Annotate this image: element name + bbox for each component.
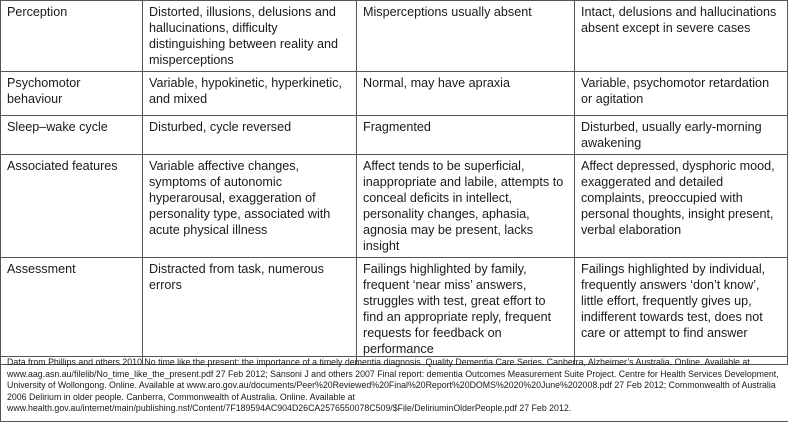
delirium-text: Variable affective changes, symptoms of autonomic hyperarousal, exaggeration of personality type, associated with acute physical illness [149,159,331,237]
depression-text: Disturbed, usually early-morning awakening [581,120,762,150]
feature-cell [1,258,143,365]
table-row [1,1,788,72]
dementia-cell [357,72,575,116]
table-row [1,116,788,155]
table-row [1,72,788,116]
delirium-text: Variable, hypokinetic, hyperkinetic, and mixed [149,76,342,106]
depression-text: Intact, delusions and hallucinations absent except in severe cases [581,5,777,35]
dementia-text: Fragmented [363,120,431,134]
feature-label: Associated features [7,159,118,173]
depression-cell [575,116,788,155]
delirium-cell [143,155,357,258]
depression-cell [575,155,788,258]
dementia-text: Normal, may have apraxia [363,76,510,90]
feature-cell [1,155,143,258]
delirium-text: Distracted from task, numerous errors [149,262,324,292]
depression-cell [575,1,788,72]
feature-label: Psychomotor behaviour [7,76,81,106]
dementia-text: Misperceptions usually absent [363,5,532,19]
dementia-cell [357,155,575,258]
feature-cell [1,116,143,155]
feature-cell [1,72,143,116]
dementia-cell [357,116,575,155]
feature-label: Assessment [7,262,76,276]
dementia-cell [357,258,575,365]
dementia-text: Failings highlighted by family, frequent ‘near miss’ answers, struggles with test, great effort to find an appropriate reply, frequent requests for feedback on performance [363,262,552,356]
dementia-text: Affect tends to be superficial, inappropriate and labile, attempts to conceal deficits in intellect, personality changes, aphasia, agnosia may be present, lacks insight [363,159,564,253]
depression-text: Affect depressed, dysphoric mood, exaggerated and detailed complaints, preoccupied with personal thoughts, insight present, verbal elaboration [581,159,775,237]
feature-label: Sleep–wake cycle [7,120,108,134]
table-row [1,155,788,258]
depression-text: Variable, psychomotor retardation or agitation [581,76,770,106]
feature-cell [1,1,143,72]
depression-cell [575,72,788,116]
delirium-cell [143,116,357,155]
delirium-cell [143,1,357,72]
feature-label: Perception [7,5,68,19]
delirium-cell [143,258,357,365]
delirium-text: Distorted, illusions, delusions and hallucinations, difficulty distinguishing between reality and misperceptions [149,5,339,67]
source-footnote: Data from Phillips and others 2010 No time like the present: the importance of a timely dementia diagnosis. Quality Dementia Care Series. Canberra, Alzheimer’s Australia. Online. Available at www.aag.asn.au/filelib/No_time_like_the_present.pdf 27 Feb 2012; Sansoni J and others 2007 Final report: dementia Outcomes Measurement Suite Project. Centre for Health Services Development, University of Wollongong. Online. Available at www.aro.gov.au/documents/Peer%20Reviewed%20Final%20Report%20DOMS%2020%20June%202008.pdf 27 Feb 2012; Commonwealth of Australia 2006 Delirium in older people. Canberra, Commonwealth of Australia. Online. Available at www.health.gov.au/internet/main/publishing.nsf/Content/7F189594AC904D26CA2576550078C509/$File/DeliriuminOlderPeople.pdf 27 Feb 2012. [0,356,788,422]
depression-cell [575,258,788,365]
table-row [1,258,788,365]
delirium-text: Disturbed, cycle reversed [149,120,292,134]
depression-text: Failings highlighted by individual, frequently answers ‘don’t know’, little effort, frequently gives up, indifferent towards test, does not care or attempt to find answer [581,262,766,340]
delirium-cell [143,72,357,116]
dementia-cell [357,1,575,72]
